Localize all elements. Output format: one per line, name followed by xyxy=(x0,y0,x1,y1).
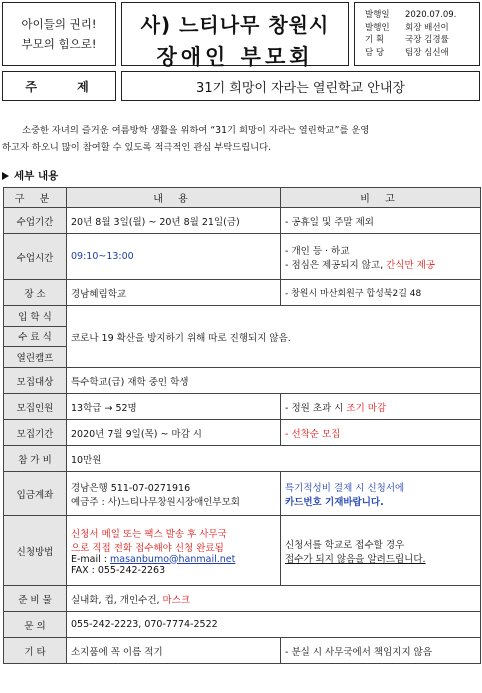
class-time-note xyxy=(281,234,481,280)
row-label: 문 의 xyxy=(4,612,67,638)
apply-method-line-2: 으로 직접 전화 접수해야 신청 완료됨 xyxy=(71,542,224,554)
email-link[interactable]: masanbumo@hanmail.net xyxy=(110,553,236,565)
ceremony-info: 코로나 19 확산을 방지하기 위해 따로 진행되지 않음. xyxy=(67,306,481,368)
ceremony-labels xyxy=(4,306,67,368)
mask-text: 마스크 xyxy=(162,594,191,606)
title-box xyxy=(121,2,349,69)
intro-line-1: 소중한 자녀의 즐거운 여름방학 생활을 위하여 “31기 희망이 자라는 열린학교”를 운영 xyxy=(22,125,370,136)
etc: 소지품에 꼭 이름 적기 xyxy=(67,638,281,664)
subject-value: 31기 희망이 자라는 열린학교 안내장 xyxy=(121,71,480,101)
table-row xyxy=(4,394,481,420)
class-period-note: - 공휴일 및 주말 제외 xyxy=(281,208,481,234)
row-label: 열린캠프 xyxy=(16,352,54,364)
apply-fax: FAX : 055-242-2263 xyxy=(71,564,166,576)
section-title: 세부 내용 xyxy=(14,170,59,182)
bank-account-note-1: 특기적성비 결제 시 신청서에 xyxy=(285,482,405,494)
section-heading xyxy=(2,168,58,183)
row-label: 참 가 비 xyxy=(4,446,67,472)
recruit-period-note: - 선착순 모집 xyxy=(281,420,481,446)
info-row-planning: 기 획 국장 김경률 xyxy=(365,35,449,45)
row-label: 준 비 물 xyxy=(4,586,67,612)
row-label: 수 료 식 xyxy=(4,327,66,347)
apply-method xyxy=(67,516,281,586)
table-row xyxy=(4,208,481,234)
bank-account xyxy=(67,472,281,516)
details-table xyxy=(3,187,481,664)
bank-account-note xyxy=(281,472,481,516)
table-row xyxy=(4,586,481,612)
apply-note xyxy=(281,516,481,586)
row-label: 모집대상 xyxy=(4,368,67,394)
table-row xyxy=(4,306,481,368)
row-label: 기 타 xyxy=(4,638,67,664)
header-remarks: 비 고 xyxy=(281,188,481,208)
info-row-manager: 담 당 팀장 심신애 xyxy=(365,47,449,58)
organization-name: 사) 느티나무 창원시 xyxy=(140,13,330,37)
apply-email: E-mail : masanbumo@hanmail.net xyxy=(71,553,236,565)
info-row-publisher: 발행인 회장 배선이 xyxy=(365,22,449,33)
row-label: 수업시간 xyxy=(4,234,67,280)
participation-fee: 10만원 xyxy=(67,446,481,472)
recruit-capacity-note: - 정원 초과 시 조기 마감 xyxy=(281,394,481,420)
apply-note-1: 신청서를 학교로 접수할 경우 xyxy=(285,539,405,551)
table-row xyxy=(4,280,481,306)
recruit-target: 특수학교(급) 재학 중인 학생 xyxy=(67,368,481,394)
row-label: 모집인원 xyxy=(4,394,67,420)
place: 경남혜림학교 xyxy=(67,280,281,306)
table-row xyxy=(4,420,481,446)
bank-account-number: 경남은행 511-07-0271916 xyxy=(71,482,191,494)
table-row xyxy=(4,516,481,586)
recruit-period: 2020년 7월 9일(목) ~ 마감 시 xyxy=(67,420,281,446)
early-close-text: 조기 마감 xyxy=(346,402,387,414)
class-time-note-2: - 점심은 제공되지 않고, 간식만 제공 xyxy=(285,259,436,271)
header-category: 구 분 xyxy=(4,188,67,208)
table-row xyxy=(4,446,481,472)
row-label: 입 학 식 xyxy=(4,307,66,327)
recruit-capacity: 13학급 → 52명 xyxy=(67,394,281,420)
table-header-row xyxy=(4,188,481,208)
intro-line-2: 하고자 하오니 많이 참여할 수 있도록 적극적인 관심 부탁드립니다. xyxy=(2,142,272,153)
bank-account-note-2: 카드번호 기재바랍니다. xyxy=(285,496,384,508)
account-holder: 예금주 : 사)느티나무창원시장애인부모회 xyxy=(71,496,240,508)
document-title: 장애인 부모회 xyxy=(156,45,314,69)
publication-info xyxy=(354,2,480,66)
slogan-line-1: 아이들의 권리! xyxy=(21,17,97,31)
row-label: 신청방법 xyxy=(4,516,67,586)
place-note: - 창원시 마산회원구 합성북2길 48 xyxy=(281,280,481,306)
subject-label: 주 제 xyxy=(2,71,116,101)
class-period: 20년 8월 3일(월) ~ 20년 8월 21일(금) xyxy=(67,208,281,234)
class-time: 09:10~13:00 xyxy=(67,234,281,280)
slogan-box xyxy=(2,2,116,66)
contact: 055-242-2223, 070-7774-2522 xyxy=(67,612,481,638)
etc-note: - 분실 시 사무국에서 책임지지 않음 xyxy=(281,638,481,664)
row-label: 장 소 xyxy=(4,280,67,306)
snack-only-text: 간식만 제공 xyxy=(386,259,436,271)
table-row xyxy=(4,472,481,516)
apply-note-2: 접수가 되지 않음을 알려드립니다. xyxy=(285,553,426,565)
intro-paragraph xyxy=(0,122,482,156)
table-row xyxy=(4,638,481,664)
class-time-note-1: - 개인 등 · 하교 xyxy=(285,245,350,257)
table-row xyxy=(4,234,481,280)
slogan-line-2: 부모의 힘으로! xyxy=(21,37,97,51)
document-header xyxy=(2,2,480,105)
triangle-bullet-icon xyxy=(2,172,9,180)
supplies: 실내화, 컵, 개인수건, 마스크 xyxy=(67,586,481,612)
table-row xyxy=(4,612,481,638)
row-label: 입금계좌 xyxy=(4,472,67,516)
table-row xyxy=(4,368,481,394)
info-row-date: 발행일 2020.07.09. xyxy=(365,10,457,20)
apply-method-line-1: 신청서 메일 또는 팩스 발송 후 사무국 xyxy=(71,528,227,540)
row-label: 수업기간 xyxy=(4,208,67,234)
header-content: 내 용 xyxy=(67,188,281,208)
row-label: 모집기간 xyxy=(4,420,67,446)
